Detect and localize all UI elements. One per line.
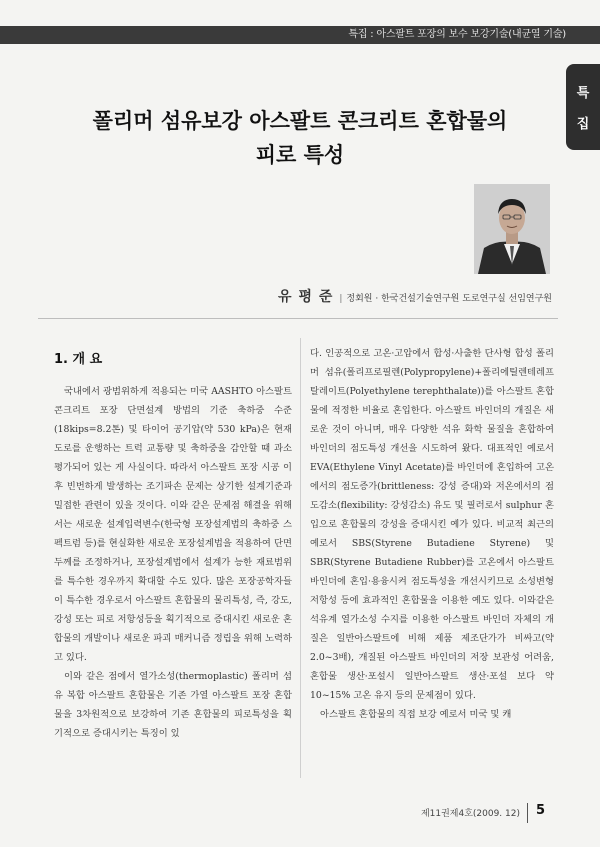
body-paragraph: 아스팔트 혼합물의 직접 보강 예로서 미국 및 캐 [320, 709, 512, 720]
byline-separator: | [339, 294, 343, 304]
footer-issue-info: 제11권제4호(2009. 12) [420, 809, 520, 819]
body-paragraph: 이와 같은 점에서 열가소성(thermoplastic) 폴리머 섬유 복합 아스팔트 혼합물은 기존 가열 아스팔트 포장 혼합물을 3차원적으로 보강하여 기존 혼합물의 피로특성을 획기적으로 증대시키는 특징이 있 [54, 671, 292, 739]
side-tab-char-1: 특 [576, 86, 590, 101]
author-byline [40, 286, 552, 306]
column-divider [300, 338, 301, 778]
article-title-line-1: 폴리머 섬유보강 아스팔트 콘크리트 혼합물의 [92, 109, 508, 133]
article-title-line-2: 피로 특성 [255, 143, 345, 167]
article-title [40, 104, 560, 172]
page-number: 5 [536, 803, 546, 818]
running-header-title: 특집 : 아스팔트 포장의 보수 보강기술(내균열 기술) [348, 29, 566, 40]
footer-divider [527, 803, 528, 823]
side-tab-char-2: 집 [576, 117, 590, 132]
body-paragraph: 다. 인공적으로 고온·고압에서 합성·사출한 단사형 합성 폴리머 섬유(폴리프로필렌(Polypropylene)+폴리에틸렌테레프탈레이트(Polyethylene terephthalate))를 아스팔트 혼합물에 적정한 비율로 혼입한다. 아스팔트 바인더의 개질은 새로운 것이 아니며, 매우 다양한 석유 화학 물질을 혼합하여 바인더의 점도특성 개선을 시도하여 왔다. 대표적인 예로서 EVA(Ethylene Vinyl Acetate)를 바인더에 혼입하여 고온에서의 점도증가(brittleness: 강성 증대)와 저온에서의 점도감소(flexibility: 강성감소) 유도 및 필러로서 sulphur 혼입으로 혼합물의 강성을 증대시킨 예가 있다. 비교적 최근의 예로서 SBS(Styrene Butadiene Styrene) 및 SBR(Styrene Butadiene Rubber)를 고온에서 아스팔트 바인더에 혼입·용융시켜 점도특성을 개선시키므로 소성변형 저항성 등에 효과적인 혼합물을 이용한 예도 있다. 이와같은 석유계 열가소성 수지를 이용한 아스팔트 바인더 자체의 개질은 일반아스팔트에 비해 제품 제조단가가 비싸고(약 2.0~3배), 개질된 아스팔트 바인더의 저장 보관성 어려움, 혼합물 생산·포설시 일반아스팔트 생산·포설 보다 약 10~15% 고온 유지 등의 문제점이 있다. [310, 348, 554, 701]
body-column-right [310, 344, 554, 724]
section-heading: 1. 개 요 [54, 352, 103, 367]
author-portrait-image [474, 184, 550, 274]
running-header-bar [0, 26, 600, 44]
body-column-left [54, 382, 292, 743]
author-affiliation: 정회원 · 한국건설기술연구원 도로연구실 선임연구원 [346, 294, 552, 304]
byline-divider [38, 318, 558, 319]
author-name: 유 평 준 [278, 289, 334, 305]
section-side-tab [566, 64, 600, 150]
body-paragraph: 국내에서 광범위하게 적용되는 미국 AASHTO 아스팔트 콘크리트 포장 단면설계 방법의 기준 축하중 수준(18kips=8.2톤) 및 타이어 공기압(약 530 kPa)은 현재 도로를 운행하는 트럭 교통량 및 축하중을 감안할 때 과소평가되어 있는 게 사실이다. 따라서 아스팔트 포장 시공 이후 빈번하게 발생하는 조기파손 문제는 상기한 설계기준과 밀접한 관련이 있을 것이다. 이와 같은 문제점 해결을 위해서는 새로운 설계입력변수(한국형 포장설계법의 축하중 스펙트럼 등)를 현실화한 새로운 포장설계법을 적용하여 단면두께를 조정하거나, 포장설계법에서 설계가 능한 재료범위를 특수한 경우까지 확대할 수도 있다. 많은 포장공학자들이 특수한 경우로서 아스팔트 혼합물의 물리특성, 즉, 강도, 강성 또는 피로 저항성등을 획기적으로 증대시킨 새로운 혼합물의 개발이나 새로운 파괴 매커니즘 정립을 위해 노력하고 있다. [54, 386, 292, 663]
author-photo [474, 184, 550, 274]
